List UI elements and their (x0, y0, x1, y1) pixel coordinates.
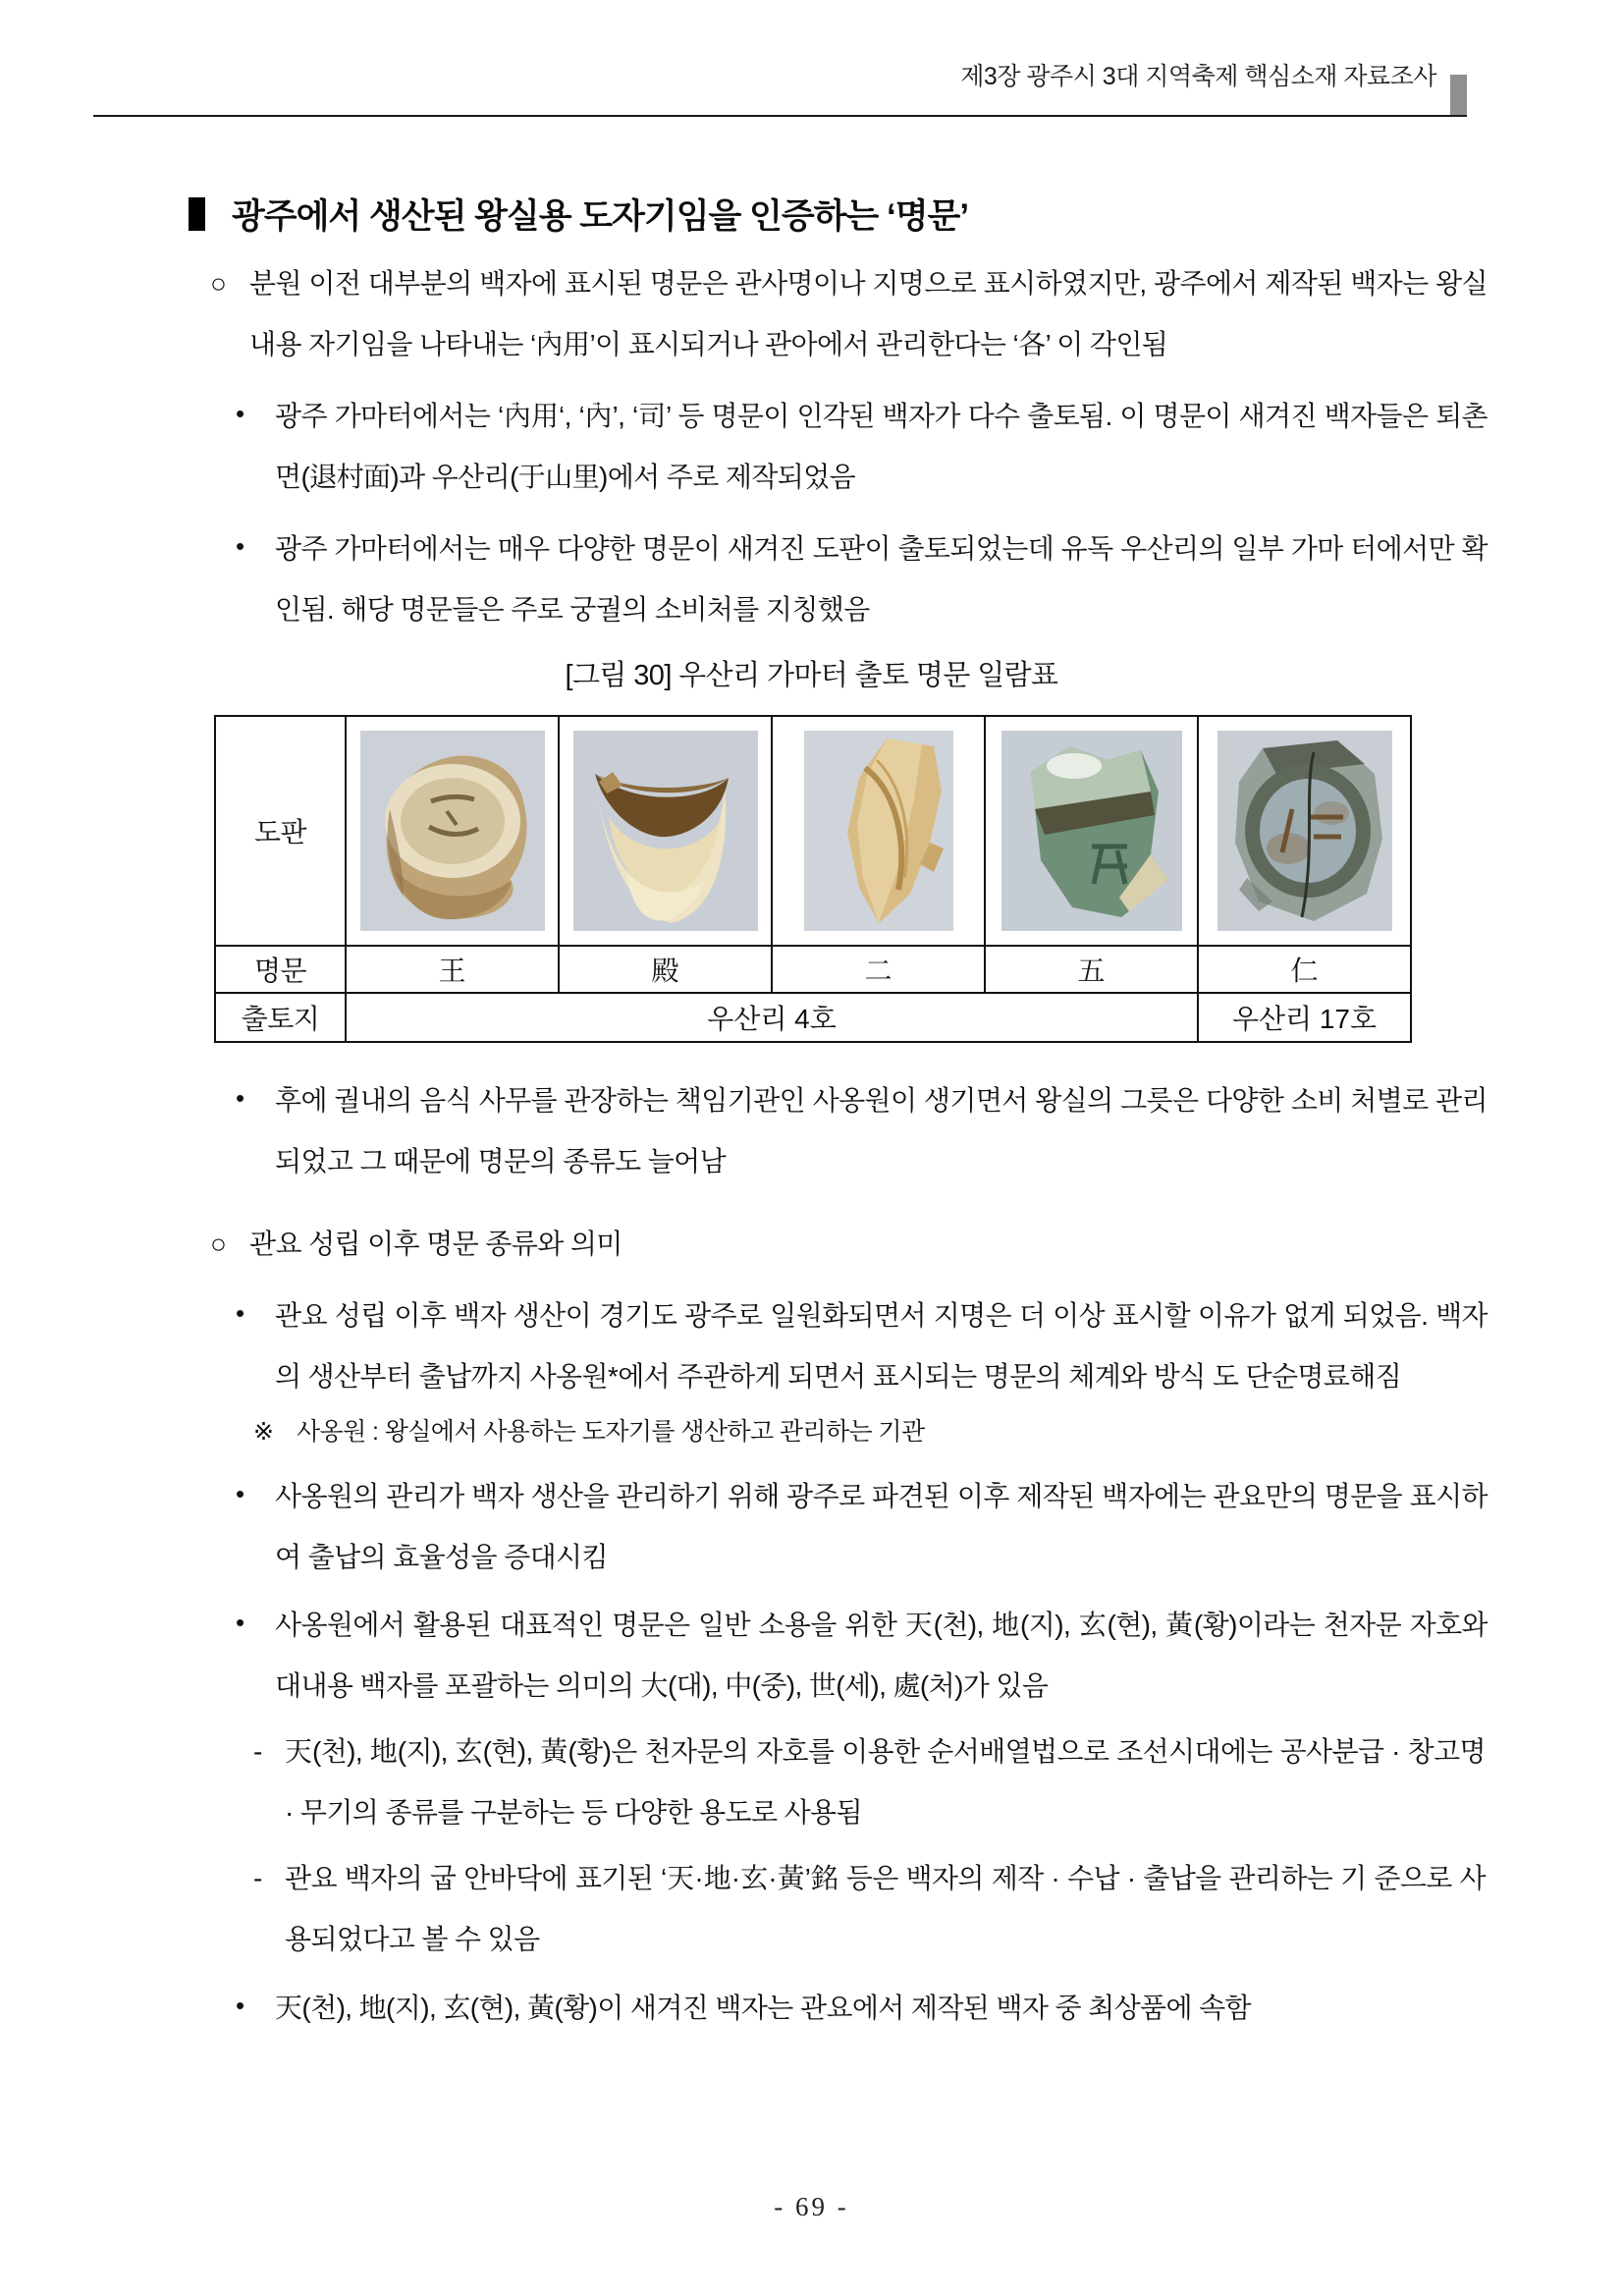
title-bar-icon (189, 197, 205, 231)
dot-bullet-icon: • (236, 399, 244, 429)
paragraph-bunwon (0, 253, 1623, 374)
inscription-cell: 五 (985, 946, 1198, 993)
reference-mark-icon: ※ (253, 1418, 274, 1447)
site-cell-usanri-4: 우산리 4호 (346, 993, 1198, 1042)
table-row-sites (215, 993, 1411, 1042)
bullet-top-quality (0, 1978, 1623, 2039)
inscription-cell: 仁 (1198, 946, 1411, 993)
table-label-myeongmun: 명문 (215, 946, 346, 993)
dash-bullet-icon: - (253, 1736, 262, 1768)
header-accent-bar (1450, 75, 1467, 117)
footnote-text: 사옹원 : 왕실에서 사용하는 도자기를 생산하고 관리하는 기관 (297, 1418, 925, 1447)
dash-text: 天(천), 地(지), 玄(현), 黃(황)은 천자문의 자호를 이용한 순서배열법으로 조선시대에는 공사분급 · 창고명 · 무기의 종류를 구분하는 등 다양한 용도로 사용됨 (285, 1736, 1486, 1828)
bullet-text: 후에 궐내의 음식 사무를 관장하는 책임기관인 사옹원이 생기면서 왕실의 그릇은 다양한 소비 처별로 관리되었고 그 때문에 명문의 종류도 늘어남 (275, 1085, 1488, 1177)
header-rule (93, 115, 1467, 117)
bullet-text: 광주 가마터에서는 매우 다양한 명문이 새겨진 도판이 출토되었는데 유독 우산리의 일부 가마 터에서만 확인됨. 해당 명문들은 주로 궁궐의 소비처를 지칭했음 (275, 533, 1488, 625)
dot-bullet-icon: • (236, 1083, 244, 1114)
pottery-shard-o-photo (1001, 731, 1182, 931)
dot-bullet-icon: • (236, 1608, 244, 1638)
bullet-text: 사옹원에서 활용된 대표적인 명문은 일반 소용을 위한 天(천), 地(지), 玄(현), 黃(황)이라는 천자문 자호와 대내용 백자를 포괄하는 의미의 大(대), 中(중), 世(세), 處(처)가 있음 (275, 1610, 1488, 1701)
pottery-shard-in-photo (1217, 731, 1392, 931)
inscription-cell: 二 (772, 946, 985, 993)
subsection-heading-text: 관요 성립 이후 명문 종류와 의미 (249, 1228, 622, 1259)
dot-bullet-icon: • (236, 1990, 244, 2020)
dash-bullet-icon: - (253, 1863, 262, 1894)
paragraph-text: 분원 이전 대부분의 백자에 표시된 명문은 관사명이나 지명으로 표시하였지만, 광주에서 제작된 백자는 왕실 내용 자기임을 나타내는 ‘內用’이 표시되거나 관아에서 관리한다는 ‘各’ 이 각인됨 (249, 268, 1488, 359)
chapter-header: 제3장 광주시 3대 지역축제 핵심소재 자료조사 (960, 63, 1436, 90)
inscription-cell: 王 (346, 946, 559, 993)
dash-item-ordering (0, 1722, 1623, 1842)
bullet-dopan (0, 519, 1623, 639)
bullet-saongwon-origin (0, 1070, 1623, 1191)
dot-bullet-icon: • (236, 531, 244, 562)
bullet-text: 天(천), 地(지), 玄(현), 黃(황)이 새겨진 백자는 관요에서 제작된 백자 중 최상품에 속함 (275, 1992, 1252, 2023)
table-row-images (215, 716, 1411, 946)
table-label-chultoji: 출토지 (215, 993, 346, 1042)
footnote-saongwon (0, 1406, 1623, 1458)
subsection-heading (0, 1214, 1623, 1275)
table-cell-photo-5 (1198, 716, 1411, 946)
figure-caption: [그림 30] 우산리 가마터 출토 명문 일람표 (565, 659, 1058, 691)
dot-bullet-icon: • (236, 1298, 244, 1329)
pottery-shard-i-photo (804, 731, 953, 931)
table-label-dopan: 도판 (215, 716, 346, 946)
bullet-dispatch (0, 1466, 1623, 1587)
section-title (189, 190, 968, 239)
site-cell-usanri-17: 우산리 17호 (1198, 993, 1411, 1042)
body-content (0, 246, 1623, 2038)
circle-bullet-icon: ○ (210, 268, 227, 299)
table-cell-photo-3 (772, 716, 985, 946)
dash-text: 관요 백자의 굽 안바닥에 표기된 ‘天·地·玄·黃’銘 등은 백자의 제작 · 수납 · 출납을 관리하는 기 준으로 사용되었다고 볼 수 있음 (285, 1863, 1486, 1955)
table-row-inscriptions (215, 946, 1411, 993)
dash-item-foot-marking (0, 1848, 1623, 1969)
pottery-shard-wang-photo (360, 731, 545, 931)
inscription-table (214, 715, 1412, 1043)
section-title-text: 광주에서 생산된 왕실용 도자기임을 인증하는 ‘명문’ (232, 197, 969, 236)
bullet-text: 사옹원의 관리가 백자 생산을 관리하기 위해 광주로 파견된 이후 제작된 백자에는 관요만의 명문을 표시하여 출납의 효율성을 증대시킴 (275, 1480, 1488, 1572)
dot-bullet-icon: • (236, 1478, 244, 1508)
bullet-gwanyo (0, 1285, 1623, 1406)
bullet-cheonjamun (0, 1595, 1623, 1716)
table-cell-photo-1 (346, 716, 559, 946)
bullet-naeyong (0, 386, 1623, 507)
table-cell-photo-2 (559, 716, 772, 946)
pottery-shard-jeon-photo (573, 731, 758, 931)
inscription-cell: 殿 (559, 946, 772, 993)
page-number: - 69 - (774, 2192, 849, 2221)
bullet-text: 관요 성립 이후 백자 생산이 경기도 광주로 일원화되면서 지명은 더 이상 표시할 이유가 없게 되었음. 백자의 생산부터 출납까지 사옹원*에서 주관하게 되면서 표시되는 명문의 체계와 방식 도 단순명료해짐 (275, 1300, 1488, 1392)
bullet-text: 광주 가마터에서는 ‘內用‘, ‘內’, ‘司’ 등 명문이 인각된 백자가 다수 출토됨. 이 명문이 새겨진 백자들은 퇴촌면(退村面)과 우산리(于山里)에서 주로 제작되었음 (275, 401, 1488, 492)
table-cell-photo-4 (985, 716, 1198, 946)
circle-bullet-icon: ○ (210, 1228, 227, 1259)
